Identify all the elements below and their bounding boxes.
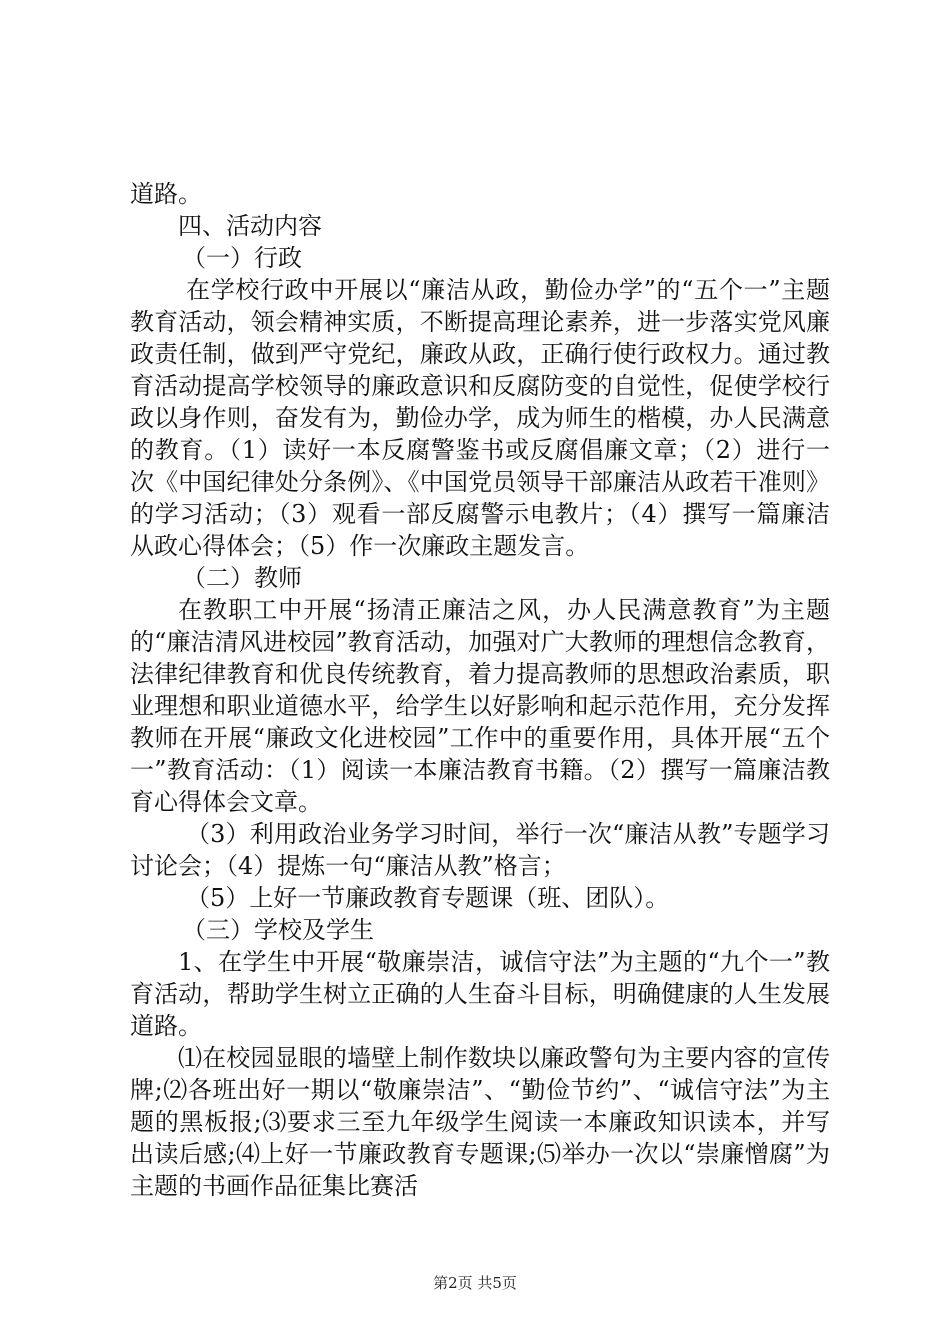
heading-activity-content: 四、活动内容 [178, 212, 322, 240]
paragraph-students-intro: 1、在学生中开展“敬廉崇洁，诚信守法”为主题的“九个一”教育活动，帮助学生树立正确的人生奋斗目标，明确健康的人生发展道路。 [130, 948, 830, 1040]
heading-school-students: （三）学校及学生 [182, 916, 374, 944]
paragraph-students-items: ⑴在校园显眼的墙壁上制作数块以廉政警句为主要内容的宣传牌;⑵各班出好一期以“敬廉崇洁”、“勤俭节约”、“诚信守法”为主题的黑板报;⑶要求三至九年级学生阅读一本廉政知识读本，并写出读后感;⑷上好一节廉政教育专题课;⑸举办一次以“崇廉憎腐”为主题的书画作品征集比赛活 [130, 1044, 830, 1200]
paragraph-teachers: 在教职工中开展“扬清正廉洁之风，办人民满意教育”为主题的“廉洁清风进校园”教育活动，加强对广大教师的理想信念教育，法律纪律教育和优良传统教育，着力提高教师的思想政治素质，职业理想和职业道德水平，给学生以好影响和起示范作用，充分发挥教师在开展“廉政文化进校园”工作中的重要作用，具体开展“五个一”教育活动：（1）阅读一本廉洁教育书籍。（2）撰写一篇廉洁教育心得体会文章。 [130, 596, 830, 816]
document-body [130, 178, 830, 1202]
page-number: 第2页 共5页 [433, 1274, 517, 1292]
heading-administration: （一）行政 [182, 244, 302, 272]
paragraph-administration: 在学校行政中开展以“廉洁从政，勤俭办学”的“五个一”主题教育活动，领会精神实质，不断提高理论素养，进一步落实党风廉政责任制，做到严守党纪，廉政从政，正确行使行政权力。通过教育活动提高学校领导的廉政意识和反腐防变的自觉性，促使学校行政以身作则，奋发有为，勤俭办学，成为师生的楷模，办人民满意的教育。（1）读好一本反腐警鉴书或反腐倡廉文章；（2）进行一次《中国纪律处分条例》、《中国党员领导干部廉洁从政若干准则》的学习活动；（3）观看一部反腐警示电教片；（4）撰写一篇廉洁从政心得体会；（5）作一次廉政主题发言。 [130, 276, 830, 560]
paragraph-teachers-item-3-4: （3）利用政治业务学习时间，举行一次“廉洁从教”专题学习讨论会；（4）提炼一句“廉洁从教”格言； [130, 820, 830, 880]
paragraph-teachers-item-5: （5）上好一节廉政教育专题课（班、团队）。 [186, 884, 670, 912]
paragraph-road: 道路。 [130, 180, 202, 208]
heading-teachers: （二）教师 [182, 564, 302, 592]
